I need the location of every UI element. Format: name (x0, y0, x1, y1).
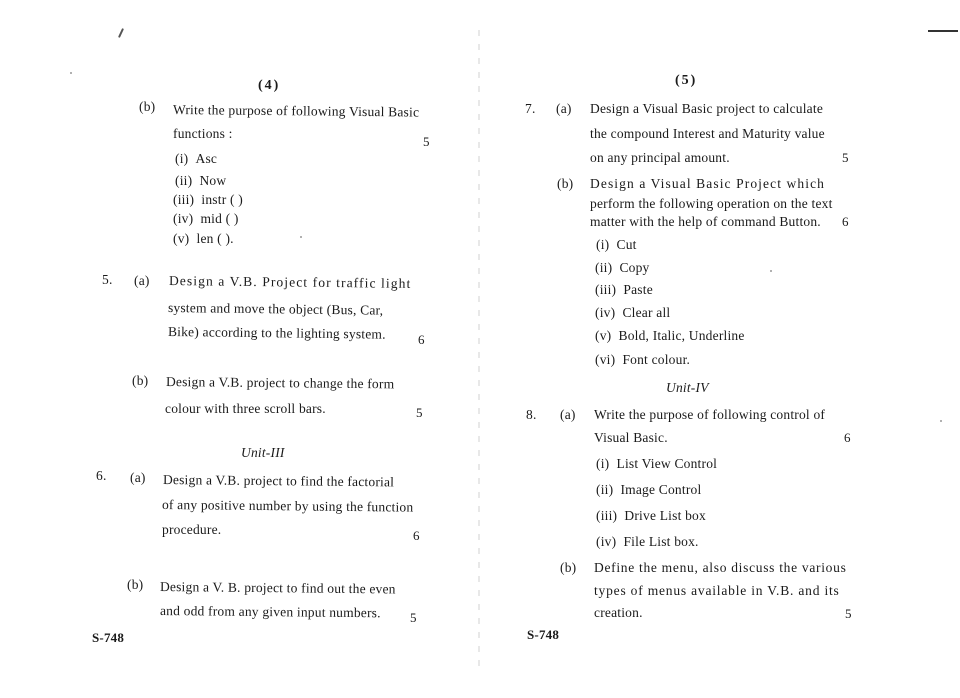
question-text: of any positive number by using the function (161, 497, 414, 515)
question-text: Bike) according to the lighting system. (167, 324, 386, 342)
question-text: the compound Interest and Maturity value (590, 126, 825, 141)
question-text: Design a Visual Basic Project which (590, 176, 826, 191)
question-text: perform the following operation on the text (590, 196, 833, 211)
list-item: (iv) Clear all (595, 305, 671, 320)
question-number: 7. (525, 101, 536, 116)
question-text: procedure. (162, 522, 222, 537)
scan-speck (770, 270, 772, 272)
marks: 5 (423, 134, 430, 149)
list-item: (vi) Font colour. (595, 352, 691, 367)
scan-mark (928, 30, 958, 32)
question-text: Define the menu, also discuss the various (594, 560, 847, 575)
question-text: and odd from any given input numbers. (159, 603, 381, 621)
list-item: (iii) instr ( ) (173, 192, 243, 207)
list-item: (iv) File List box. (596, 534, 699, 549)
question-number: 6. (96, 468, 107, 483)
footer-code: S-748 (92, 630, 125, 645)
question-text: Write the purpose of following control of (594, 407, 826, 422)
scan-speck (70, 72, 72, 74)
marks: 5 (842, 150, 849, 165)
question-text: creation. (594, 605, 643, 620)
marks: 6 (413, 528, 420, 543)
marks: 6 (842, 214, 849, 229)
question-part-label: (a) (134, 273, 150, 288)
marks: 5 (410, 610, 417, 625)
marks: 6 (418, 332, 425, 347)
question-text: Design a V.B. project to change the form (165, 374, 395, 392)
question-number: 5. (102, 272, 113, 287)
question-text: matter with the help of command Button. (590, 214, 821, 229)
question-text: types of menus available in V.B. and its (594, 583, 840, 598)
question-text: Design a V.B. project to find the factorial (162, 472, 395, 490)
question-text: Design a Visual Basic project to calculate (590, 101, 824, 116)
page-number: (4) (258, 78, 281, 93)
scan-speck (940, 420, 942, 422)
list-item: (v) len ( ). (173, 231, 234, 246)
question-text: on any principal amount. (590, 150, 730, 165)
list-item: (iii) Drive List box (596, 508, 706, 523)
question-text: system and move the object (Bus, Car, (167, 300, 384, 318)
question-text: functions : (173, 126, 233, 141)
list-item: (ii) Now (175, 173, 227, 188)
page-fold (478, 30, 480, 670)
list-item: (iii) Paste (595, 282, 653, 297)
question-number: 8. (526, 407, 537, 422)
list-item: (ii) Image Control (596, 482, 702, 497)
unit-heading: Unit-III (241, 445, 285, 460)
list-item: (iv) mid ( ) (173, 211, 239, 226)
list-item: (ii) Copy (595, 260, 650, 275)
marks: 6 (844, 430, 851, 445)
list-item: (i) Asc (175, 151, 218, 166)
question-text: Write the purpose of following Visual Basic (172, 102, 420, 120)
scan-speck (300, 236, 302, 238)
question-part-label: (b) (132, 373, 149, 388)
marks: 5 (845, 606, 852, 621)
question-text: Design a V.B. Project for traffic light (168, 273, 412, 291)
question-part-label: (b) (139, 99, 156, 114)
footer-code: S-748 (527, 627, 560, 642)
question-text: Design a V. B. project to find out the even (159, 579, 396, 597)
question-part-label: (b) (127, 577, 144, 592)
list-item: (v) Bold, Italic, Underline (595, 328, 745, 343)
question-part-label: (a) (556, 101, 572, 116)
question-part-label: (b) (557, 176, 574, 191)
question-part-label: (a) (130, 470, 146, 485)
unit-heading: Unit-IV (666, 380, 709, 395)
page-number: (5) (675, 73, 698, 88)
list-item: (i) List View Control (596, 456, 718, 471)
list-item: (i) Cut (596, 237, 637, 252)
question-text: Visual Basic. (594, 430, 668, 445)
marks: 5 (416, 405, 423, 420)
question-text: colour with three scroll bars. (165, 401, 326, 416)
question-part-label: (b) (560, 560, 577, 575)
scan-speck (118, 28, 124, 38)
question-part-label: (a) (560, 407, 576, 422)
